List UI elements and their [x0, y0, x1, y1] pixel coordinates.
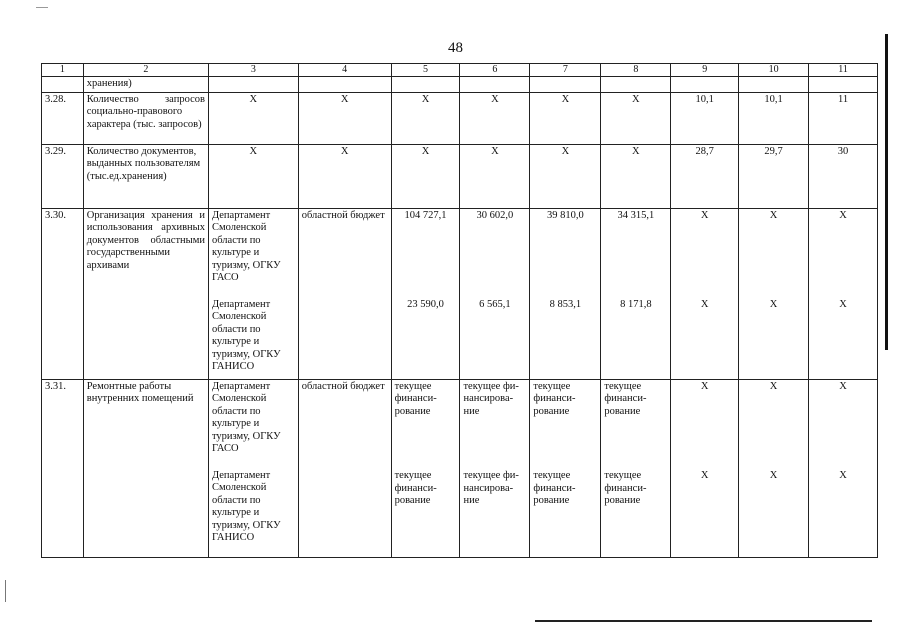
- value-cell: [391, 208, 460, 379]
- cell: Х: [460, 144, 530, 208]
- value: 30 602,0: [476, 209, 514, 221]
- value: текущее финанси-рование: [394, 380, 437, 417]
- target: Х: [700, 470, 709, 481]
- cell: 29,7: [739, 144, 809, 208]
- row-name: Ремонтные работы внутренних помещений: [83, 379, 208, 557]
- target: Х: [700, 299, 709, 310]
- value-cell: [601, 208, 671, 379]
- table-header-row: [42, 64, 878, 77]
- target-cell: [739, 379, 809, 557]
- value-cell: [530, 208, 601, 379]
- header-cell: 1: [42, 64, 84, 77]
- executor-text: Департамент Смоленской области по культуре и туризму, ОГКУ ГАНИСО: [211, 298, 281, 372]
- cell: Х: [460, 92, 530, 144]
- funding-source: областной бюджет: [298, 379, 391, 557]
- cell: Х: [298, 144, 391, 208]
- value: текущее фи-нансирова-ние: [463, 470, 519, 506]
- target: Х: [769, 470, 778, 481]
- target-cell: [671, 379, 739, 557]
- row-name: Организация хранения и использования архивных документов областными государственными архивами: [83, 208, 208, 379]
- value: 8 853,1: [549, 299, 582, 310]
- scan-edge-bottom: [535, 620, 872, 622]
- value: 6 565,1: [479, 299, 511, 310]
- cell: Х: [391, 144, 460, 208]
- funding-source: областной бюджет: [298, 208, 391, 379]
- row-number: 3.29.: [42, 144, 84, 208]
- value: 34 315,1: [617, 209, 655, 221]
- header-cell: 9: [671, 64, 739, 77]
- header-cell: 2: [83, 64, 208, 77]
- target-cell: [671, 208, 739, 379]
- header-cell: 8: [601, 64, 671, 77]
- value: текущее финанси-рование: [533, 380, 576, 417]
- value: текущее фи-нансирова-ние: [463, 380, 519, 417]
- table-row-3-29: [42, 144, 878, 208]
- executor-text: Департамент Смоленской области по культуре и туризму, ОГКУ ГАНИСО: [211, 469, 281, 543]
- scan-mark-left: [5, 580, 6, 602]
- executor-text: Департамент Смоленской области по культуре и туризму, ОГКУ ГАСО: [211, 209, 281, 283]
- cell: Х: [208, 144, 298, 208]
- target: Х: [769, 209, 778, 221]
- row-name: Количество документов, выданных пользователям (тыс.ед.хранения): [83, 144, 208, 208]
- value: текущее финанси-рование: [604, 380, 647, 417]
- cell: Х: [298, 92, 391, 144]
- executor-cell: [208, 379, 298, 557]
- cell: Х: [391, 92, 460, 144]
- target-cell: [809, 208, 878, 379]
- target: Х: [839, 380, 847, 392]
- cell: 10,1: [671, 92, 739, 144]
- row-number: 3.28.: [42, 92, 84, 144]
- table-row-3-28: [42, 92, 878, 144]
- value: 39 810,0: [547, 209, 584, 221]
- table-row-continuation: [42, 77, 878, 93]
- target: Х: [769, 299, 778, 310]
- value: 23 590,0: [407, 299, 444, 310]
- executor-text: Департамент Смоленской области по культуре и туризму, ОГКУ ГАСО: [211, 380, 281, 454]
- scan-mark-top: [36, 7, 48, 8]
- cell: Х: [601, 92, 671, 144]
- cell: 28,7: [671, 144, 739, 208]
- value-cell: [601, 379, 671, 557]
- value: текущее финанси-рование: [533, 470, 576, 506]
- cell: Х: [601, 144, 671, 208]
- value-cell: [530, 379, 601, 557]
- value-cell: [460, 208, 530, 379]
- value: 8 171,8: [620, 299, 652, 310]
- target: Х: [700, 209, 709, 221]
- value-cell: [391, 379, 460, 557]
- cell: Х: [208, 92, 298, 144]
- target-cell: [739, 208, 809, 379]
- row-number: 3.31.: [42, 379, 84, 557]
- header-cell: 3: [208, 64, 298, 77]
- value: текущее финанси-рование: [394, 470, 437, 506]
- target: Х: [839, 470, 847, 481]
- header-cell: 4: [298, 64, 391, 77]
- page-number: 48: [448, 40, 463, 56]
- header-cell: 5: [391, 64, 460, 77]
- header-cell: 10: [739, 64, 809, 77]
- value: 104 727,1: [404, 209, 447, 221]
- target: Х: [769, 380, 778, 392]
- cell: 30: [809, 144, 878, 208]
- target-cell: [809, 379, 878, 557]
- budget-table: [41, 63, 878, 558]
- cell: Х: [530, 92, 601, 144]
- table-row-3-30: [42, 208, 878, 379]
- row-number: 3.30.: [42, 208, 84, 379]
- row-name: Количество запросов социально-правового характера (тыс. запросов): [83, 92, 208, 144]
- header-cell: 11: [809, 64, 878, 77]
- target: Х: [700, 380, 709, 392]
- cell: 10,1: [739, 92, 809, 144]
- header-cell: 6: [460, 64, 530, 77]
- cell: Х: [530, 144, 601, 208]
- cell: 11: [809, 92, 878, 144]
- continuation-text: хранения): [83, 77, 208, 93]
- table-row-3-31: [42, 379, 878, 557]
- target: Х: [839, 299, 847, 310]
- target: Х: [839, 209, 847, 221]
- executor-cell: [208, 208, 298, 379]
- value: текущее финанси-рование: [604, 470, 647, 506]
- value-cell: [460, 379, 530, 557]
- header-cell: 7: [530, 64, 601, 77]
- scan-edge-right: [885, 34, 888, 350]
